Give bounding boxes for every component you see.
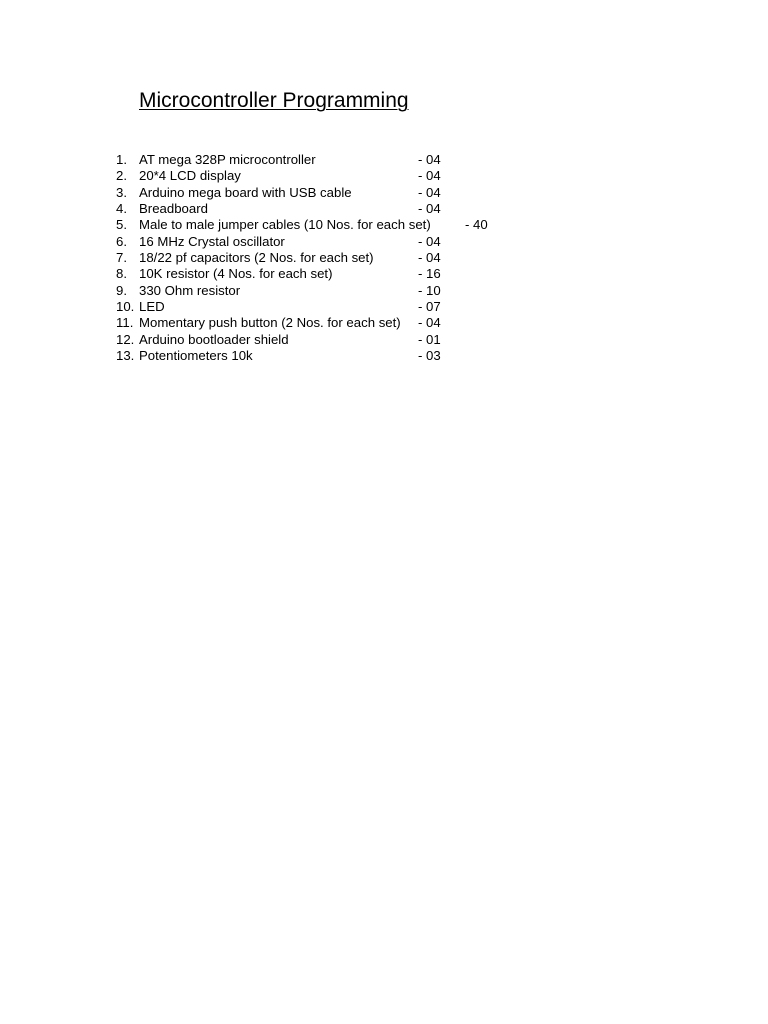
item-quantity: - 07 bbox=[418, 299, 441, 315]
item-quantity: - 04 bbox=[418, 201, 441, 217]
item-quantity: - 04 bbox=[418, 233, 441, 249]
item-label: Arduino mega board with USB cable bbox=[139, 184, 352, 200]
item-label: Momentary push button (2 Nos. for each set) bbox=[139, 315, 401, 331]
item-number: 1. bbox=[116, 152, 127, 167]
item-quantity: - 04 bbox=[418, 315, 441, 331]
item-number: 9. bbox=[116, 282, 127, 298]
list-item bbox=[0, 185, 768, 201]
item-label: Potentiometers 10k bbox=[139, 348, 253, 364]
item-number: 8. bbox=[116, 266, 127, 282]
item-label: AT mega 328P microcontroller bbox=[139, 152, 316, 167]
item-number: 11. bbox=[116, 315, 134, 331]
item-quantity: - 04 bbox=[418, 184, 441, 200]
component-list bbox=[0, 152, 768, 364]
list-item bbox=[0, 152, 768, 168]
item-quantity: - 04 bbox=[418, 250, 441, 266]
item-number: 5. bbox=[116, 217, 127, 233]
item-label: 18/22 pf capacitors (2 Nos. for each set) bbox=[139, 250, 374, 266]
list-item bbox=[0, 201, 768, 217]
item-quantity: - 03 bbox=[418, 348, 441, 364]
item-quantity: - 40 bbox=[465, 217, 488, 233]
list-item bbox=[0, 217, 768, 233]
item-quantity: - 04 bbox=[418, 168, 441, 184]
item-number: 2. bbox=[116, 168, 127, 184]
item-label: LED bbox=[139, 299, 165, 315]
item-number: 13. bbox=[116, 348, 135, 364]
list-item bbox=[0, 234, 768, 250]
list-item bbox=[0, 332, 768, 348]
item-label: 330 Ohm resistor bbox=[139, 282, 241, 298]
list-item bbox=[0, 299, 768, 315]
list-item bbox=[0, 168, 768, 184]
item-quantity: - 10 bbox=[418, 282, 441, 298]
item-number: 7. bbox=[116, 250, 127, 266]
list-item bbox=[0, 348, 768, 364]
item-label: Arduino bootloader shield bbox=[139, 331, 289, 347]
list-item bbox=[0, 315, 768, 331]
item-quantity: - 01 bbox=[418, 331, 441, 347]
list-item bbox=[0, 283, 768, 299]
item-label: Male to male jumper cables (10 Nos. for each set) bbox=[139, 217, 431, 233]
item-number: 6. bbox=[116, 233, 127, 249]
item-number: 12. bbox=[116, 331, 135, 347]
item-number: 10. bbox=[116, 299, 135, 315]
item-number: 3. bbox=[116, 184, 127, 200]
item-quantity: - 04 bbox=[418, 152, 441, 167]
item-label: 10K resistor (4 Nos. for each set) bbox=[139, 266, 333, 282]
item-label: 16 MHz Crystal oscillator bbox=[139, 233, 285, 249]
item-number: 4. bbox=[116, 201, 127, 217]
item-label: Breadboard bbox=[139, 201, 208, 217]
item-label: 20*4 LCD display bbox=[139, 168, 241, 184]
item-quantity: - 16 bbox=[418, 266, 441, 282]
list-item bbox=[0, 250, 768, 266]
document-title: Microcontroller Programming bbox=[139, 89, 409, 112]
list-item bbox=[0, 266, 768, 282]
